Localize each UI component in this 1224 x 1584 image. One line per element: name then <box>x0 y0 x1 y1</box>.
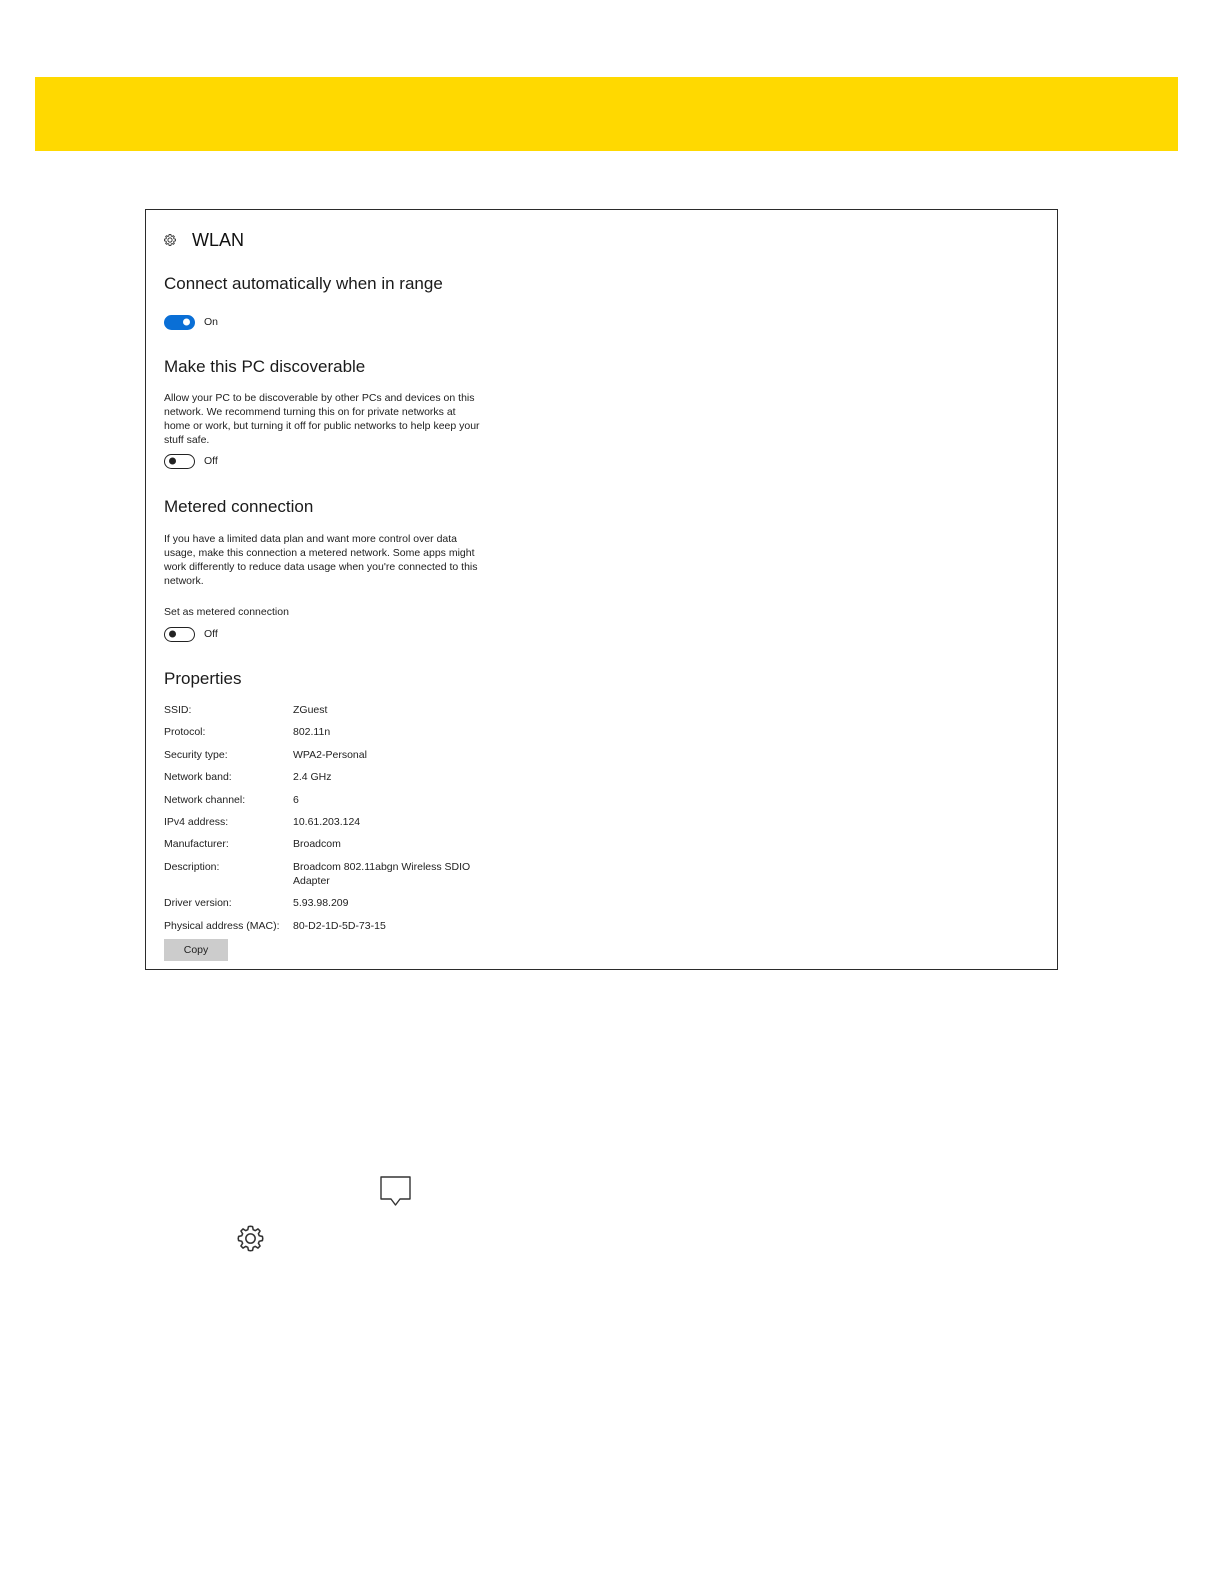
property-row <box>164 837 483 851</box>
toggle-knob <box>169 631 176 638</box>
property-row <box>164 748 483 762</box>
connect-auto-heading: Connect automatically when in range <box>164 274 443 293</box>
metered-description: If you have a limited data plan and want more control over data usage, make this connection a metered network. Some apps might work differently to reduce data usage when you're connected to this network. <box>164 533 478 587</box>
metered-toggle[interactable] <box>164 627 195 642</box>
property-key: Description: <box>164 860 220 873</box>
property-row <box>164 896 483 910</box>
property-key: SSID: <box>164 704 192 716</box>
property-key: Security type: <box>164 748 228 761</box>
action-center-icon <box>380 1176 411 1213</box>
property-key: Protocol: <box>164 726 206 739</box>
metered-heading: Metered connection <box>164 497 314 516</box>
wlan-settings-screenshot <box>145 209 1058 970</box>
property-value: 6 <box>293 793 299 806</box>
window-title: WLAN <box>192 229 245 250</box>
property-key: Network band: <box>164 771 232 784</box>
header-bar <box>35 77 1178 151</box>
copy-button[interactable]: Copy <box>164 939 228 961</box>
property-value: 802.11n <box>293 726 331 739</box>
discoverable-heading: Make this PC discoverable <box>164 357 366 376</box>
metered-state: Off <box>204 628 218 640</box>
property-row <box>164 725 483 739</box>
gear-icon <box>235 1223 266 1259</box>
property-value: 10.61.203.124 <box>293 815 361 828</box>
discoverable-state: Off <box>204 455 218 467</box>
discoverable-toggle[interactable] <box>164 454 195 469</box>
gear-icon <box>163 233 177 247</box>
property-row <box>164 770 483 784</box>
property-row <box>164 860 483 888</box>
property-key: IPv4 address: <box>164 815 229 828</box>
property-value: Broadcom 802.11abgn Wireless SDIO Adapter <box>293 860 471 887</box>
property-key: Network channel: <box>164 793 246 806</box>
connect-auto-state: On <box>204 316 219 328</box>
set-metered-label: Set as metered connection <box>164 606 289 618</box>
connect-auto-toggle-row[interactable] <box>164 314 218 330</box>
toggle-knob <box>183 319 190 326</box>
connect-auto-toggle[interactable] <box>164 315 195 330</box>
property-value: 5.93.98.209 <box>293 897 349 910</box>
property-row <box>164 919 483 933</box>
property-value: Broadcom <box>293 838 341 851</box>
property-value: 80-D2-1D-5D-73-15 <box>293 919 386 932</box>
property-key: Physical address (MAC): <box>164 919 280 932</box>
property-value: ZGuest <box>293 704 328 716</box>
window-title-row <box>163 228 244 252</box>
properties-heading: Properties <box>164 669 242 688</box>
property-key: Manufacturer: <box>164 838 229 851</box>
discoverable-description: Allow your PC to be discoverable by other PCs and devices on this network. We recommend turning this on for private networks at home or work, but turning it off for public networks to help keep your stuff safe. <box>164 392 480 446</box>
discoverable-toggle-row[interactable] <box>164 453 218 469</box>
property-key: Driver version: <box>164 897 232 910</box>
property-value: WPA2-Personal <box>293 748 367 761</box>
metered-toggle-row[interactable] <box>164 626 218 642</box>
property-value: 2.4 GHz <box>293 771 332 784</box>
property-row <box>164 793 483 807</box>
property-row <box>164 815 483 829</box>
toggle-knob <box>169 458 176 465</box>
property-row <box>164 703 483 717</box>
properties-table <box>164 703 483 941</box>
